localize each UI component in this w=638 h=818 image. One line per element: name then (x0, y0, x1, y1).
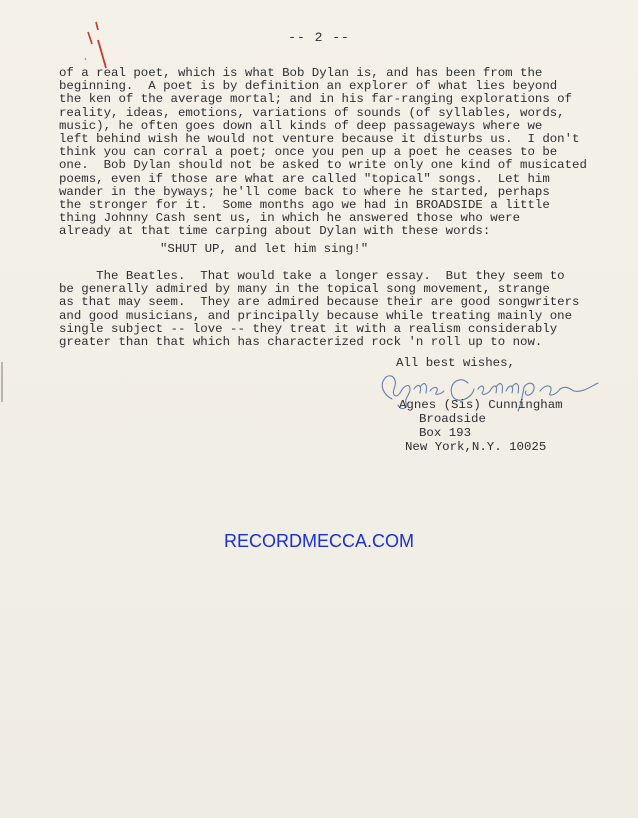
text-line: the stronger for it. Some months ago we had in BROADSIDE a little (59, 198, 550, 213)
text-line: wander in the byways; he'll come back to where he started, perhaps (59, 184, 550, 199)
signature-org (419, 412, 486, 426)
city-line: New York,N.Y. 10025 (405, 440, 547, 454)
text-line: greater than that which has characterized rock 'n roll up to now. (59, 335, 543, 350)
text-line: the ken of the average mortal; and in his far-ranging explorations of (59, 92, 573, 107)
paragraph-1 (59, 67, 619, 239)
page-number: -- 2 -- (288, 30, 350, 45)
paper-edge-mark (1, 362, 3, 402)
text-line: already at that time carping about Dylan with these words: (59, 224, 491, 239)
org-name: Broadside (419, 412, 486, 426)
po-box: Box 193 (419, 426, 472, 440)
text-line: left behind wish he would not venture because it disturbs us. I don't (59, 132, 580, 147)
watermark-text: RECORDMECCA.COM (223, 531, 414, 551)
johnny-cash-quote: "SHUT UP, and let him sing!" (160, 242, 369, 256)
text-line: of a real poet, which is what Bob Dylan is, and has been from the (59, 66, 543, 80)
text-line: think you can corral a poet; once you pen up a poet he ceases to be (59, 145, 558, 160)
text-line: single subject -- love -- they treat it with a realism considerably (59, 321, 558, 336)
signature-box (419, 426, 471, 440)
text-line: The Beatles. That would take a longer essay. But they seem to (59, 269, 565, 283)
signature-block (399, 398, 563, 412)
text-line: be generally admired by many in the topical song movement, strange (59, 282, 550, 297)
text-line: poems, even if those are what are called "topical" songs. Let him (59, 171, 550, 186)
text-line: one. Bob Dylan should not be asked to write only one kind of musicated (59, 158, 587, 173)
text-line: music), he often goes down all kinds of deep passageways where we (59, 118, 543, 133)
text-line: and good musicians, and principally because while treating mainly one (59, 308, 573, 323)
signer-name: Agnes (Sis) Cunningham (399, 398, 563, 412)
text-line: beginning. A poet is by definition an explorer of what lies beyond (59, 79, 558, 94)
text-line: reality, ideas, emotions, variations of sounds (of syllables, words, (59, 105, 565, 120)
closing-salutation: All best wishes, (396, 356, 515, 370)
paragraph-2 (59, 270, 619, 349)
signature-city (405, 440, 546, 454)
text-line: as that may seem. They are admired because their are good songwriters (59, 295, 580, 310)
text-line: thing Johnny Cash sent us, in which he answered those who were (59, 211, 521, 226)
